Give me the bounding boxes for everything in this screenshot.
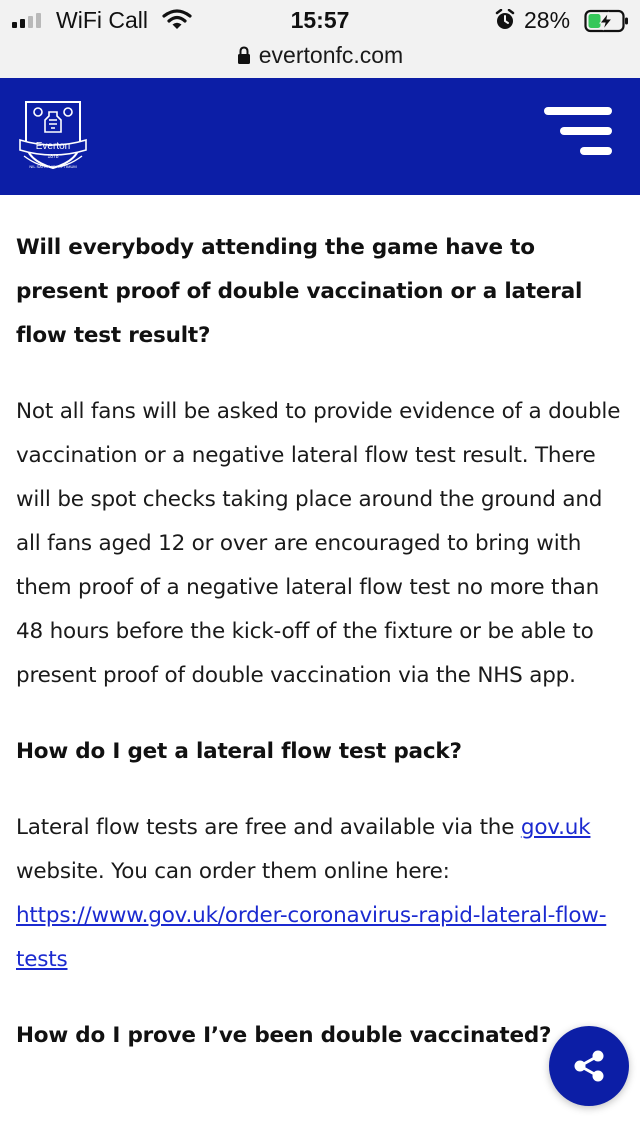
browser-url-bar[interactable] xyxy=(0,40,640,78)
share-button[interactable] xyxy=(549,1026,629,1106)
faq-question-test-pack: How do I get a lateral flow test pack? xyxy=(16,739,462,764)
faq-question-prove-vaccinated: How do I prove I’ve been double vaccinated? xyxy=(16,1023,552,1048)
answer-text-1: Lateral flow tests are free and available via the xyxy=(16,815,521,840)
answer-text-2: website. You can order them online here: xyxy=(16,859,450,884)
faq-answer-test-pack xyxy=(16,806,622,982)
status-time: 15:57 xyxy=(290,7,350,33)
crest-year-text: 1878 xyxy=(47,154,59,160)
hamburger-menu-icon[interactable] xyxy=(540,104,616,164)
article-content xyxy=(16,226,622,1058)
lock-icon xyxy=(237,46,251,65)
alarm-icon xyxy=(494,9,516,31)
crest-name-text: Everton xyxy=(35,141,71,152)
carrier-label: WiFi Call xyxy=(56,7,148,33)
url-text: evertonfc.com xyxy=(258,41,404,68)
status-bar xyxy=(0,0,640,40)
site-header xyxy=(0,78,640,195)
gov-uk-link[interactable]: gov.uk xyxy=(520,815,591,840)
faq-question-vaccination: Will everybody attending the game have to present proof of double vaccination or a lateral flow test result? xyxy=(16,235,583,348)
everton-crest-logo[interactable] xyxy=(18,98,88,180)
battery-percent: 28% xyxy=(524,7,571,33)
faq-answer-vaccination: Not all fans will be asked to provide evidence of a double vaccination or a negative lateral flow test result. There will be spot checks taking place around the ground and all fans aged 12 or over are encouraged to bring with them proof of a negative lateral flow test no more than 48 hours before the kick-off of the fixture or be able to present proof of double vaccination via the NHS app. xyxy=(16,399,621,688)
share-icon xyxy=(569,1046,609,1086)
crest-motto-text: NIL SATIS NISI OPTIMUM xyxy=(29,164,77,169)
battery-charging-icon xyxy=(584,9,630,33)
order-tests-link[interactable]: https://www.gov.uk/order-coronavirus-rapid-lateral-flow-tests xyxy=(16,903,607,972)
